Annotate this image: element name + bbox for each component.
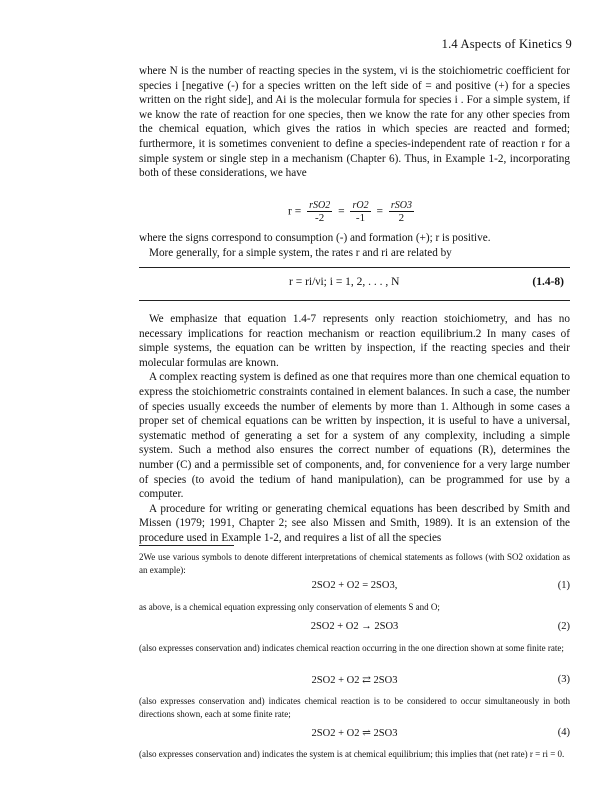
body-paragraph-2 xyxy=(139,231,570,260)
eq-lhs: r = xyxy=(288,205,302,218)
paragraph-text: A complex reacting system is defined as one that requires more than one chemical equation to express the stoichiometric constraints contained in element balances. In such a case, the number of species usually exceeds the number of elements by more than 1. Although in some cases a proper set of chemical equations can be written by inspection, it is useful to have a universal, systematic method of generating a set for a system of any complexity, including a simple system. Such a method also ensures the correct number of equations (R), determines the number (C) and a permissible set of components, and, for convenience for a very large number of species (to avoid the tedium of hand manipulation), can be programmed for use by a computer. xyxy=(139,371,570,501)
rate-equation xyxy=(288,200,417,224)
frac-numerator: rSO2 xyxy=(309,200,331,211)
fraction-so2 xyxy=(307,200,332,224)
footnote-equation-3 xyxy=(139,674,570,688)
paragraph-text: More generally, for a simple system, the rates r and ri are related by xyxy=(149,246,452,259)
paragraph-text: where N is the number of reacting species in the system, νi is the stoichiometric coefficient for species i [negative (-) for a species written on the left side of = and positive (+) for a species written on the right side], and Ai is the molecular formula for species i . For a simple system, if we know the rate of reaction for one species, then we know the rate for any other species from the chemical equation, which gives the ratios in which species are reacted and formed; furthermore, it is sometimes convenient to define a species-independent rate of reaction r for a simple system or single step in a mechanism (Chapter 6). Thus, in Example 1-2, incorporating both of these considerations, we have xyxy=(139,65,570,180)
paragraph-text: We emphasize that equation 1.4-7 represents only reaction stoichiometry, and has no necessary implications for reaction mechanism or reaction equilibrium.2 In many cases of simple systems, the equation can be written by inspection, if the reacting species and their molecular formulas are known. xyxy=(139,313,570,369)
footnote-equation-4 xyxy=(139,727,570,741)
footnote-text-2: (also expresses conservation and) indicates chemical reaction occurring in the one direction shown at some finite rate; xyxy=(139,643,564,653)
equation-expression: 2SO2 + O2 ⇄ 2SO3 xyxy=(311,675,398,686)
running-head: 1.4 Aspects of Kinetics 9 xyxy=(441,37,572,51)
footnote-text-3: (also expresses conservation and) indicates chemical reaction is to be considered to occur simultaneously in both directions shown, each at some finite rate; xyxy=(139,696,570,719)
fraction-so3 xyxy=(389,200,414,224)
eq-operator: = xyxy=(376,205,383,218)
equation-expression: 2SO2 + O2 = 2SO3, xyxy=(311,580,398,591)
footnote-text-4: (also expresses conservation and) indicates the system is at chemical equilibrium; this implies that (net rate) r = ri = 0. xyxy=(139,749,565,759)
equation-number: (4) xyxy=(557,727,570,738)
equation-number: (1.4-8) xyxy=(532,276,564,288)
frac-numerator: rSO3 xyxy=(390,200,412,211)
footnote-equation-2 xyxy=(139,621,570,635)
frac-denominator: 2 xyxy=(398,212,405,224)
frac-numerator: rO2 xyxy=(352,200,369,211)
footnote-equation-1 xyxy=(139,580,570,594)
equation-number: (3) xyxy=(557,674,570,685)
body-paragraph-1 xyxy=(139,64,570,181)
equation-expression: 2SO2 + O2 ⇌ 2SO3 xyxy=(311,728,398,739)
equation-number: (1) xyxy=(557,580,570,591)
footnote-rule xyxy=(139,545,234,546)
footnote-text-1: as above, is a chemical equation expressing only conservation of elements S and O; xyxy=(139,602,440,612)
frac-denominator: -1 xyxy=(355,212,366,224)
equation-expression: 2SO2 + O2 → 2SO3 xyxy=(310,621,399,632)
equation-number: (2) xyxy=(557,621,570,632)
boxed-equation xyxy=(139,267,570,301)
body-paragraph-3 xyxy=(139,312,570,546)
footnote-intro: 2We use various symbols to denote different interpretations of chemical statements as follows (with SO2 oxidation as an example): xyxy=(139,552,570,575)
eq-operator: = xyxy=(338,205,345,218)
fraction-o2 xyxy=(350,200,370,224)
paragraph-text: where the signs correspond to consumption (-) and formation (+); r is positive. xyxy=(139,232,491,244)
equation-expression: r = ri/νi; i = 1, 2, . . . , N xyxy=(289,276,400,288)
frac-denominator: -2 xyxy=(315,212,325,224)
paragraph-text: A procedure for writing or generating chemical equations has been described by Smith and Missen (1979; 1991, Chapter 2; see also Missen and Smith, 1989). It is an extension of the procedure used in Example 1-2, and requires a list of all the species xyxy=(139,502,570,544)
